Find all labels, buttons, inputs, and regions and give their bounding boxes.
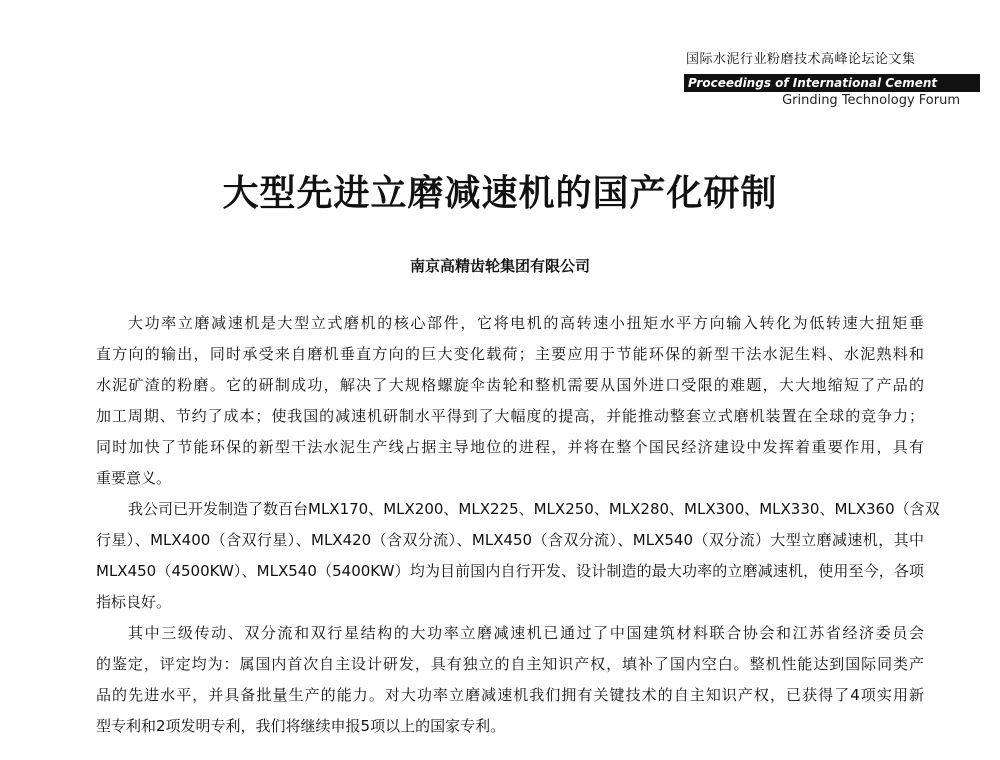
- article-affiliation: 南京高精齿轮集团有限公司: [409, 257, 590, 275]
- paragraph-line: 重要意义。: [96, 469, 172, 487]
- paragraph-line: 水泥矿渣的粉磨。它的研制成功，解决了大规格螺旋伞齿轮和整机需要从国外进口受限的难题，大大地缩短了产品的: [96, 376, 924, 394]
- paragraph-line: 其中三级传动、双分流和双行星结构的大功率立磨减速机已通过了中国建筑材料联合协会和江苏省经济委员会: [128, 624, 924, 642]
- paragraph-line: 我公司已开发制造了数百台MLX170、MLX200、MLX225、MLX250、MLX280、MLX300、MLX330、MLX360（含双: [128, 500, 940, 518]
- paragraph-line: 加工周期、节约了成本；使我国的减速机研制水平得到了大幅度的提高，并能推动整套立式磨机装置在全球的竞争力；: [96, 407, 924, 425]
- article-body: [96, 308, 940, 742]
- running-header-chinese: 国际水泥行业粉磨技术高峰论坛论文集: [686, 52, 916, 67]
- paragraph-2: [96, 494, 940, 618]
- paragraph-line: 同时加快了节能环保的新型干法水泥生产线占据主导地位的进程，并将在整个国民经济建设中发挥着重要作用，具有: [96, 438, 924, 456]
- paragraph-line: 品的先进水平，并具备批量生产的能力。对大功率立磨减速机我们拥有关键技术的自主知识产权，已获得了4项实用新: [96, 686, 924, 704]
- running-header-english-band: Proceedings of International Cement: [684, 74, 980, 92]
- paragraph-line: 直方向的输出，同时承受来自磨机垂直方向的巨大变化载荷；主要应用于节能环保的新型干法水泥生料、水泥熟料和: [96, 345, 924, 363]
- article-title: 大型先进立磨减速机的国产化研制: [222, 173, 778, 214]
- paragraph-line: 大功率立磨减速机是大型立式磨机的核心部件，它将电机的高转速小扭矩水平方向输入转化为低转速大扭矩垂: [128, 314, 924, 332]
- paragraph-line: 型专利和2项发明专利，我们将继续申报5项以上的国家专利。: [96, 717, 506, 735]
- paragraph-line: MLX450（4500KW）、MLX540（5400KW）均为目前国内自行开发、设计制造的最大功率的立磨减速机，使用至今，各项: [96, 562, 924, 580]
- paragraph-1: [96, 308, 924, 494]
- paragraph-line: 指标良好。: [96, 593, 172, 611]
- paragraph-3: [96, 618, 924, 742]
- paragraph-line: 行星）、MLX400（含双行星）、MLX420（含双分流）、MLX450（含双分流）、MLX540（双分流）大型立磨减速机，其中: [96, 531, 924, 549]
- running-header: [684, 50, 980, 110]
- paragraph-line: 的鉴定，评定均为：属国内首次自主设计研发，具有独立的自主知识产权，填补了国内空白。整机性能达到国际同类产: [96, 655, 924, 673]
- running-header-english-line2: Grinding Technology Forum: [782, 93, 960, 108]
